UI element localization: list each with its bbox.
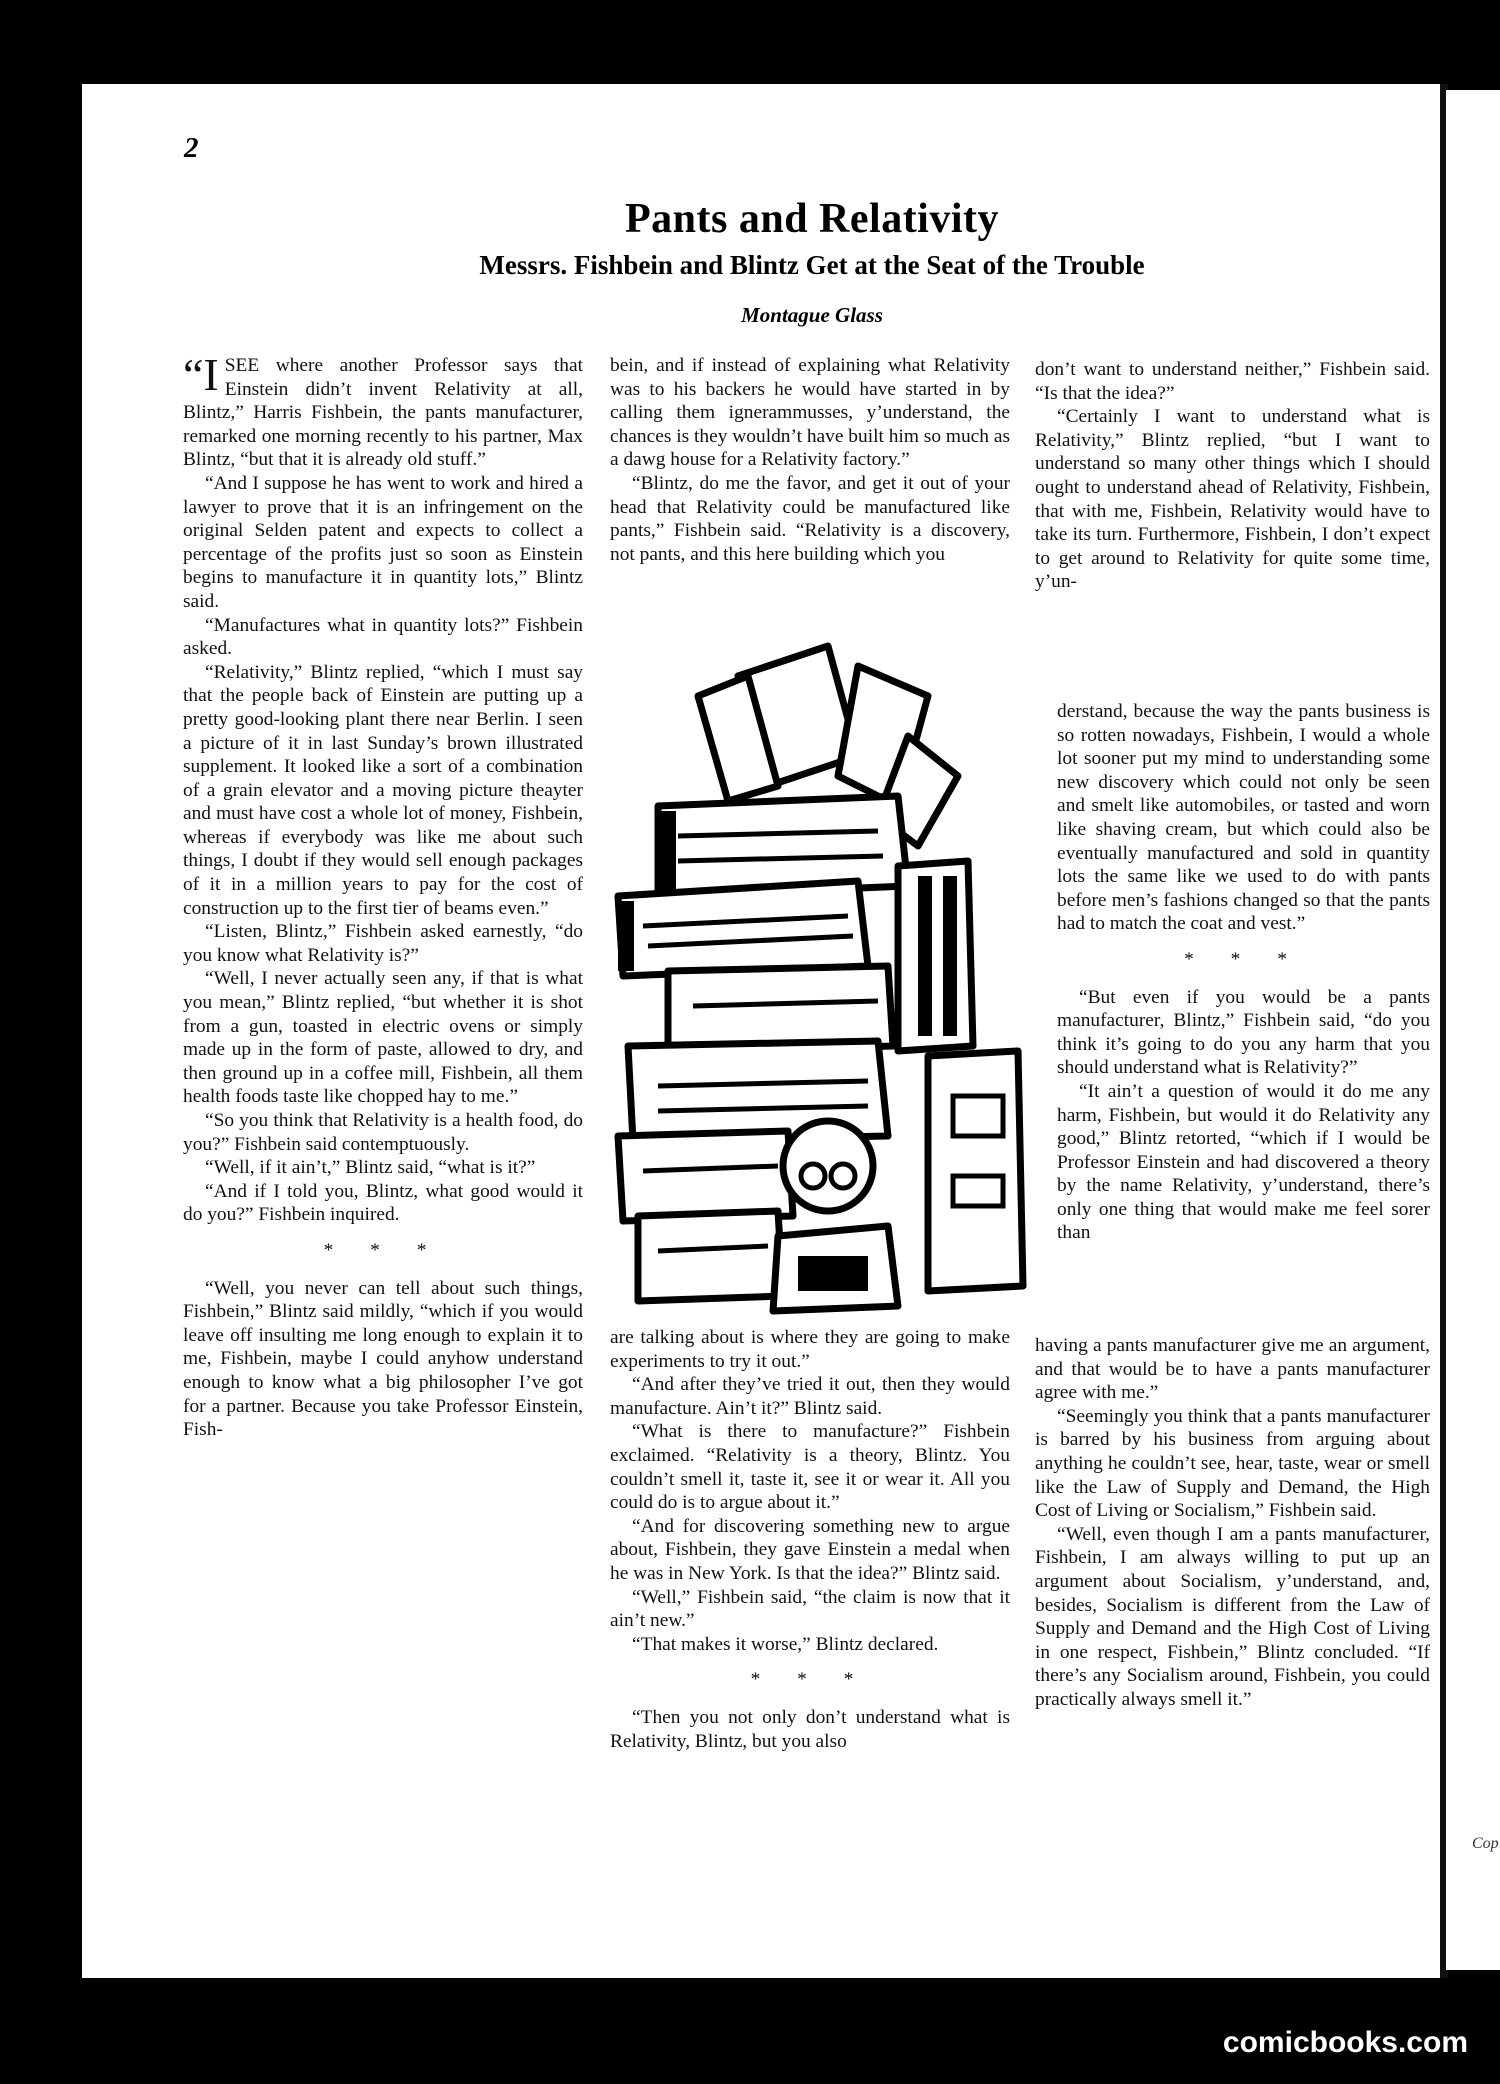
section-divider: * * * [323,1239,443,1261]
paragraph: “Then you not only don’t understand what is Relativity, Blintz, but you also [610,1706,1010,1752]
paragraph: “It ain’t a question of would it do me any harm, Fishbein, but would it do Relativity any good,” Blintz retorted, “which if I would be Professor Einstein and had discovered a theory by the name Relativity, y’understand, there’s only one thing that would make me feel sorer than [1057,1080,1430,1244]
article-byline: Montague Glass [741,303,883,327]
column-2-top [610,354,1010,566]
paragraph: “Well, I never actually seen any, if that is what you mean,” Blintz replied, “but whether it is shot from a gun, toasted in electric ovens or simply made up in the form of paste, allowed to dry, and then ground up in a coffee mill, Fishbein, all them health foods taste like chopped hay to me.” [183,968,583,1108]
paragraph: derstand, because the way the pants business is so rotten nowadays, Fishbein, I would a whole lot sooner put my mind to understanding some new discovery which could not only be seen and smelt like automobiles, or tasted and worn like shaving cream, but which could also be eventually manufactured and sold in quantity lots the same like we used to do with pants before men’s fashions changed so that the pants had to match the coat and vest.” [1057,701,1430,935]
column-3-wrap [1057,700,1430,1245]
article-title: Pants and Relativity [624,196,999,242]
paragraph: “Well, you never can tell about such things, Fishbein,” Blintz said mildly, “which if you would leave off insulting me long enough to explain it to me, Fishbein, maybe I could anyhow understand enough to know what a big philosopher I’ve got for a partner. Because you take Professor Einstein, Fish- [183,1277,583,1441]
article-subtitle: Messrs. Fishbein and Blintz Get at the Seat of the Trouble [479,250,1145,280]
paragraph: “Manufactures what in quantity lots?” Fishbein asked. [183,614,583,660]
column-2-bottom [610,1326,1010,1753]
column-3-bottom [1035,1334,1430,1712]
paragraph: having a pants manufacturer give me an argument, and that would be to have a pants manufacturer agree with me.” [1035,1335,1430,1404]
paragraph: “Well, even though I am a pants manufacturer, Fishbein, I am always willing to put up an argument about Socialism, y’understand, and, besides, Socialism is different from the Law of Supply and Demand and the High Cost of Living in one respect, Fishbein,” Blintz concluded. “If there’s any Socialism around, Fishbein, you could practically always smell it.” [1035,1523,1430,1710]
paragraph: “So you think that Relativity is a health food, do you?” Fishbein said contemptuously. [183,1110,583,1155]
paragraph: “Relativity,” Blintz replied, “which I must say that the people back of Einstein are putting up a pretty good-looking plant there near Berlin. I seen a picture of it in last Sunday’s brown illustrated supplement. It looked like a sort of a combination of a grain elevator and a moving picture theayter and must have cost a whole lot of money, Fishbein, whereas if everybody was like me about such things, I doubt if they would sell enough packages of it in a million years to pay for the cost of construction up to the first tier of beams even.” [183,661,583,919]
paragraph: “And for discovering something new to argue about, Fishbein, they gave Einstein a medal when he was in New York. Is that the idea?” Blintz said. [610,1515,1010,1584]
page-number: 2 [184,132,199,164]
section-divider: * * * [1184,948,1303,970]
paragraph: don’t want to understand neither,” Fishbein said. “Is that the idea?” [1035,359,1430,404]
paragraph: “And after they’ve tried it out, then they would manufacture. Ain’t it?” Blintz said. [610,1374,1010,1419]
paragraph: “That makes it worse,” Blintz declared. [632,1633,939,1655]
section-divider: * * * [750,1669,870,1691]
adjacent-page-edge [1446,90,1500,1970]
paragraph: “Well,” Fishbein said, “the claim is now that it ain’t new.” [610,1586,1010,1632]
paragraph: “ISEE where another Professor says that Einstein didn’t invent Relativity at all, Blintz,” Harris Fishbein, the pants manufacturer, remarked one morning recently to his partner, Max Blintz, “but that it is already old stuff.” [183,349,583,471]
adjacent-page-text: Cop [1472,1835,1499,1852]
paragraph: “Blintz, do me the favor, and get it out of your head that Relativity could be manufactured like pants,” Fishbein said. “Relativity is a discovery, not pants, and this here building which you [610,472,1010,565]
paragraph: “Listen, Blintz,” Fishbein asked earnestly, “do you know what Relativity is?” [183,921,583,966]
paragraph: “And if I told you, Blintz, what good would it do you?” Fishbein inquired. [183,1180,583,1226]
paragraph: bein, and if instead of explaining what Relativity was to his backers he would have started in by calling them ignerammusses, y’understand, the chances is they wouldn’t have built him so much as a dawg house for a Relativity factory.” [610,355,1010,471]
column-1 [183,349,583,1442]
books-illustration [598,636,1050,1316]
watermark: comicbooks.com [1222,2026,1468,2059]
paragraph: “But even if you would be a pants manufacturer, Blintz,” Fishbein said, “do you think it’s going to do you any harm that you should understand what is Relativity?” [1057,986,1430,1079]
column-3-top [1035,358,1430,594]
magazine-page [82,84,1440,1978]
paragraph: “What is there to manufacture?” Fishbein exclaimed. “Relativity is a theory, Blintz. You couldn’t smell it, taste it, see it or wear it. All you could do is to argue about it.” [610,1421,1010,1514]
paragraph: “Certainly I want to understand what is Relativity,” Blintz replied, “but I want to understand so many other things which I should ought to understand ahead of Relativity, Fishbein, that with me, Fishbein, Relativity would have to take its turn. Furthermore, Fishbein, I don’t expect to get around to Relativity for quite some time, y’un- [1035,406,1430,593]
paragraph: “Seemingly you think that a pants manufacturer is barred by his business from arguing about anything he couldn’t see, hear, taste, wear or smell like the Law of Supply and Demand, the High Cost of Living or Socialism,” Fishbein said. [1035,1405,1430,1522]
paragraph: “Well, if it ain’t,” Blintz said, “what is it?” [205,1157,536,1179]
paragraph: “And I suppose he has went to work and hired a lawyer to prove that it is an infringement on the original Selden patent and expects to collect a percentage of the profits just so soon as Einstein begins to manufacture it in quantity lots,” Blintz said. [183,472,583,612]
paragraph: are talking about is where they are going to make experiments to try it out.” [610,1327,1010,1372]
